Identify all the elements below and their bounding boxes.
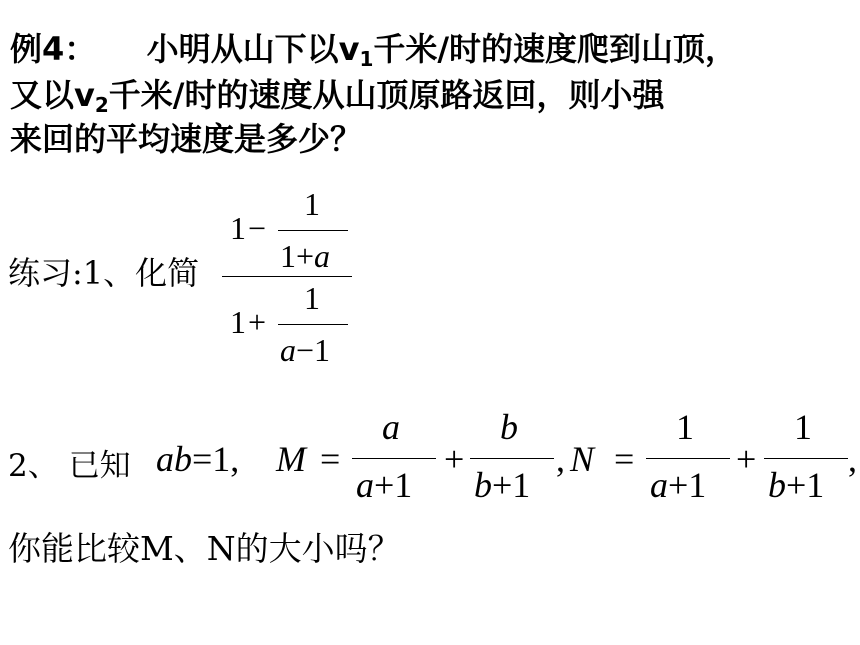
example-text-3: 来回的平均速度是多少？ [10,120,363,158]
frac3-numerator: 1 [676,407,694,447]
frac1-bar [352,458,436,459]
main-fraction-bar [222,276,352,277]
frac3-denominator: a+1 [650,465,707,505]
top-minus: − [248,210,267,246]
example-text-2-rest: 千米/时的速度从山顶原路返回，则小强 [108,76,665,114]
bottom-inner-fraction-bar [278,324,348,325]
example-text-2: 又以v [10,76,95,114]
example-label: 例4： [10,30,97,68]
frac2-bar [470,458,554,459]
example-text-1: 小明从山下以v [146,30,360,68]
frac1-numerator: a [382,407,400,447]
n-equals: = [614,439,635,479]
frac4-numerator: 1 [794,407,812,447]
frac2-denominator: b+1 [474,465,531,505]
frac4-denominator: b+1 [768,465,825,505]
bottom-inner-numerator: 1 [304,280,320,316]
m-equals: = [320,439,341,479]
example-line-1 [10,30,737,78]
v2-subscript: 2 [94,93,109,117]
top-inner-numerator: 1 [304,186,320,222]
bottom-one: 1 [230,304,246,340]
frac3-bar [646,458,730,459]
plus-sign-1: + [444,439,465,479]
example-line-2 [10,76,665,124]
n-variable: N [570,439,595,479]
end-comma: , [848,439,857,479]
plus-sign-2: + [736,439,757,479]
top-inner-fraction-bar [278,230,348,231]
top-one: 1 [230,210,246,246]
complex-fraction [222,186,362,366]
frac1-denominator: a+1 [356,465,413,505]
top-inner-denominator: 1+a [280,238,331,274]
exercise-2-label: 2、 已知 [8,448,131,484]
condition: ab=1, [156,439,240,479]
comma-1: , [556,439,565,479]
exercise-1-label: 练习:1、化简 [8,254,200,292]
bottom-inner-denominator: a−1 [280,332,331,368]
bottom-plus: + [248,304,267,340]
exercise-2-question: 你能比较M、N的大小吗？ [8,529,401,568]
frac2-numerator: b [500,407,518,447]
exercise-2-formula [8,404,860,514]
frac4-bar [764,458,848,459]
m-variable: M [276,439,306,479]
example-text-1-rest: 千米/时的速度爬到山顶， [373,30,738,68]
example-line-3 [10,120,362,158]
v1-subscript: 1 [359,47,374,71]
